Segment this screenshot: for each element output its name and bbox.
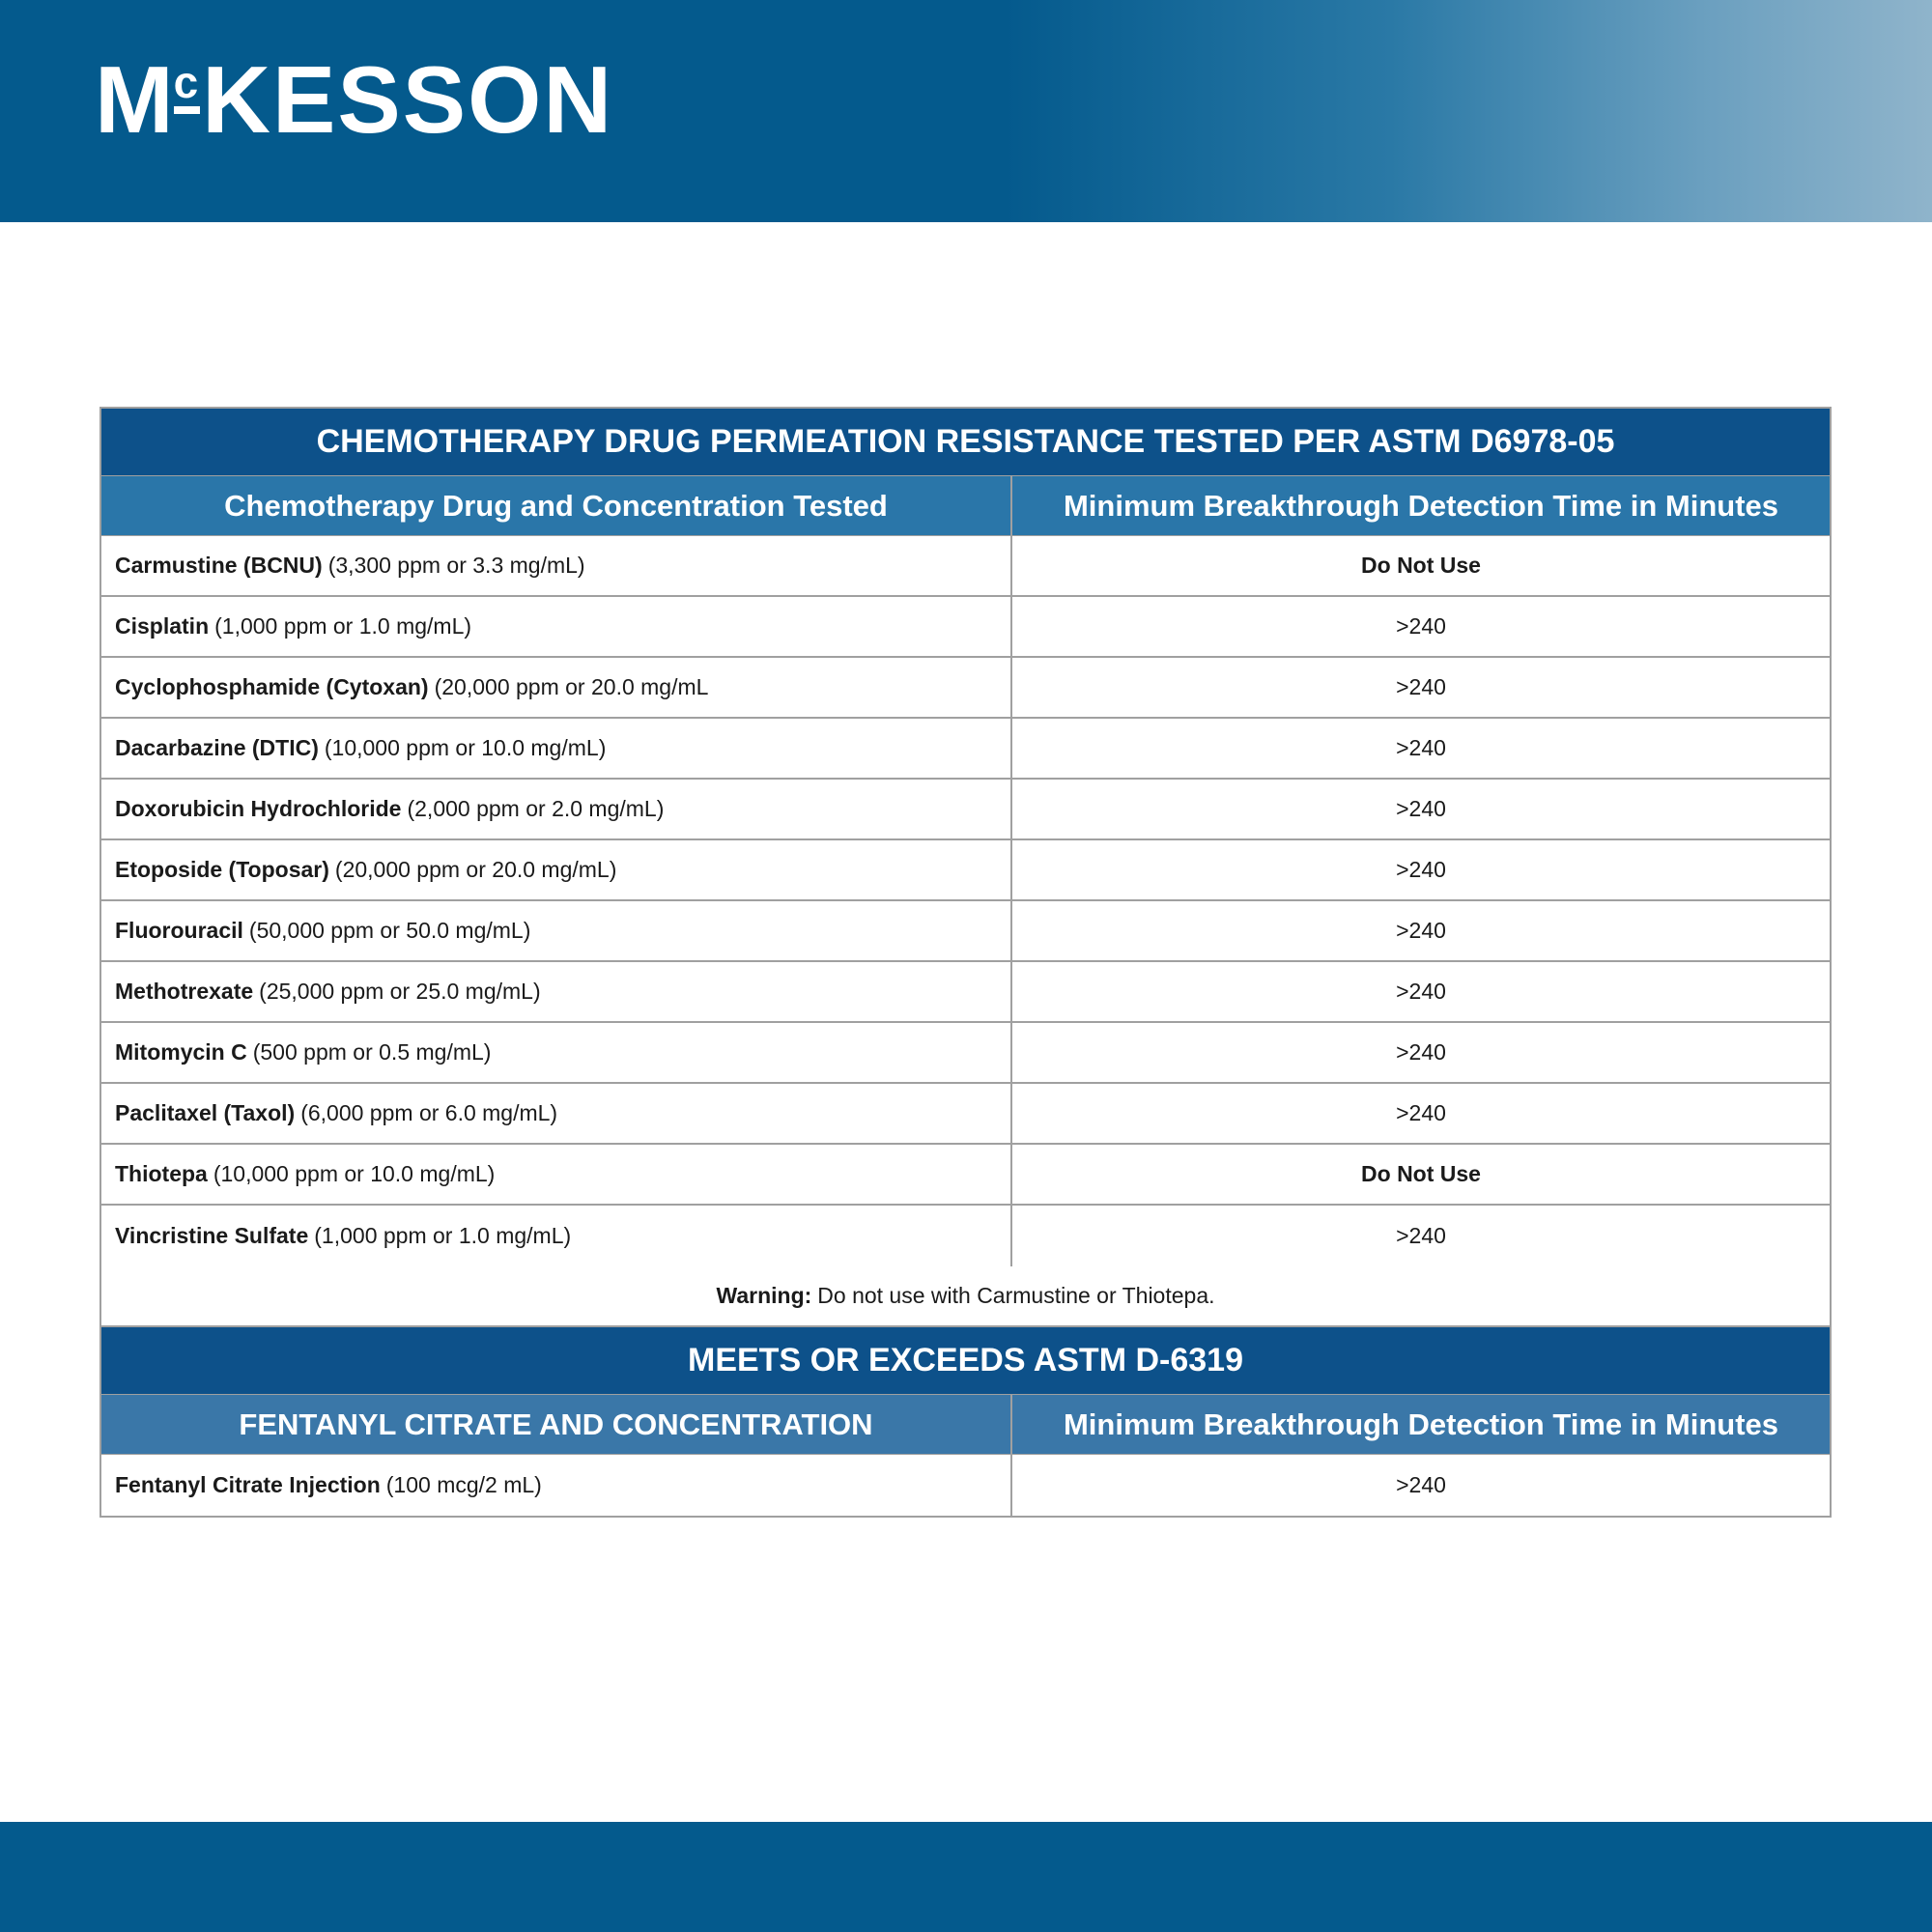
drug-name: Paclitaxel (Taxol) — [115, 1100, 296, 1125]
drug-name: Doxorubicin Hydrochloride — [115, 796, 402, 821]
table-row — [101, 1145, 1830, 1206]
breakthrough-time-cell: >240 — [1396, 674, 1446, 699]
resistance-table — [99, 407, 1832, 1518]
table-row — [101, 901, 1830, 962]
logo-prefix: M — [95, 46, 176, 153]
drug-cell — [101, 1084, 1012, 1143]
drug-concentration: (10,000 ppm or 10.0 mg/mL) — [213, 1161, 496, 1186]
table-row — [101, 840, 1830, 901]
drug-cell — [101, 1206, 1012, 1266]
drug-name: Etoposide (Toposar) — [115, 857, 329, 882]
drug-cell — [101, 1023, 1012, 1082]
footer-band — [0, 1822, 1932, 1932]
breakthrough-time-cell: >240 — [1396, 1223, 1446, 1248]
drug-name: Dacarbazine (DTIC) — [115, 735, 319, 760]
breakthrough-time-cell: >240 — [1396, 918, 1446, 943]
drug-concentration: (2,000 ppm or 2.0 mg/mL) — [407, 796, 665, 821]
drug-concentration: (3,300 ppm or 3.3 mg/mL) — [327, 553, 585, 578]
fentanyl-table-title: MEETS OR EXCEEDS ASTM D-6319 — [101, 1327, 1830, 1395]
logo-superscript: c — [174, 60, 201, 114]
drug-name: Methotrexate — [115, 979, 254, 1004]
chemo-rows — [101, 536, 1830, 1266]
drug-name: Cyclophosphamide (Cytoxan) — [115, 674, 429, 699]
drug-name: Mitomycin C — [115, 1039, 247, 1065]
table-row — [101, 1455, 1830, 1516]
drug-cell — [101, 901, 1012, 960]
drug-concentration: (20,000 ppm or 20.0 mg/mL) — [334, 857, 617, 882]
drug-name: Cisplatin — [115, 613, 210, 639]
chemo-header-row — [101, 476, 1830, 536]
breakthrough-time-cell: Do Not Use — [1361, 553, 1481, 578]
drug-concentration: (20,000 ppm or 20.0 mg/mL — [434, 674, 709, 699]
breakthrough-time-cell: >240 — [1396, 735, 1446, 760]
drug-cell — [101, 719, 1012, 778]
drug-name: Fluorouracil — [115, 918, 243, 943]
breakthrough-time-cell: >240 — [1396, 857, 1446, 882]
drug-name: Vincristine Sulfate — [115, 1223, 309, 1248]
breakthrough-time-cell: >240 — [1396, 1100, 1446, 1125]
drug-cell — [101, 1455, 1012, 1516]
chemo-col1-header: Chemotherapy Drug and Concentration Tested — [101, 476, 1012, 535]
chemo-table-title: CHEMOTHERAPY DRUG PERMEATION RESISTANCE TESTED PER ASTM D6978-05 — [101, 409, 1830, 476]
mckesson-logo — [95, 46, 614, 153]
table-row — [101, 719, 1830, 780]
drug-cell — [101, 597, 1012, 656]
table-row — [101, 962, 1830, 1023]
drug-cell — [101, 840, 1012, 899]
warning-label: Warning: — [716, 1283, 812, 1308]
drug-cell — [101, 962, 1012, 1021]
drug-name: Fentanyl Citrate Injection — [115, 1472, 381, 1497]
warning-text: Do not use with Carmustine or Thiotepa. — [817, 1283, 1215, 1308]
drug-concentration: (1,000 ppm or 1.0 mg/mL) — [214, 613, 472, 639]
breakthrough-time-cell: >240 — [1396, 796, 1446, 821]
chemo-col2-header: Minimum Breakthrough Detection Time in Minutes — [1012, 476, 1830, 535]
fentanyl-header-row — [101, 1395, 1830, 1455]
table-row — [101, 1084, 1830, 1145]
fentanyl-col1-header: FENTANYL CITRATE AND CONCENTRATION — [101, 1395, 1012, 1454]
drug-concentration: (25,000 ppm or 25.0 mg/mL) — [259, 979, 541, 1004]
drug-name: Thiotepa — [115, 1161, 208, 1186]
table-row — [101, 780, 1830, 840]
fentanyl-col2-header: Minimum Breakthrough Detection Time in Minutes — [1012, 1395, 1830, 1454]
drug-concentration: (500 ppm or 0.5 mg/mL) — [252, 1039, 492, 1065]
breakthrough-time-cell: >240 — [1396, 1039, 1446, 1065]
drug-concentration: (10,000 ppm or 10.0 mg/mL) — [324, 735, 607, 760]
breakthrough-time-cell: Do Not Use — [1361, 1161, 1481, 1186]
drug-concentration: (100 mcg/2 mL) — [385, 1472, 542, 1497]
drug-concentration: (1,000 ppm or 1.0 mg/mL) — [314, 1223, 572, 1248]
drug-cell — [101, 536, 1012, 595]
table-row — [101, 658, 1830, 719]
table-row — [101, 536, 1830, 597]
drug-cell — [101, 1145, 1012, 1204]
breakthrough-time-cell: >240 — [1396, 1472, 1446, 1497]
header-band — [0, 0, 1932, 222]
fentanyl-rows — [101, 1455, 1830, 1516]
table-row — [101, 1206, 1830, 1266]
drug-concentration: (6,000 ppm or 6.0 mg/mL) — [300, 1100, 558, 1125]
drug-concentration: (50,000 ppm or 50.0 mg/mL) — [248, 918, 531, 943]
breakthrough-time-cell: >240 — [1396, 613, 1446, 639]
breakthrough-time-cell: >240 — [1396, 979, 1446, 1004]
warning-row — [101, 1266, 1830, 1327]
table-row — [101, 597, 1830, 658]
drug-name: Carmustine (BCNU) — [115, 553, 323, 578]
logo-rest: KESSON — [202, 46, 614, 153]
table-row — [101, 1023, 1830, 1084]
drug-cell — [101, 780, 1012, 838]
drug-cell — [101, 658, 1012, 717]
